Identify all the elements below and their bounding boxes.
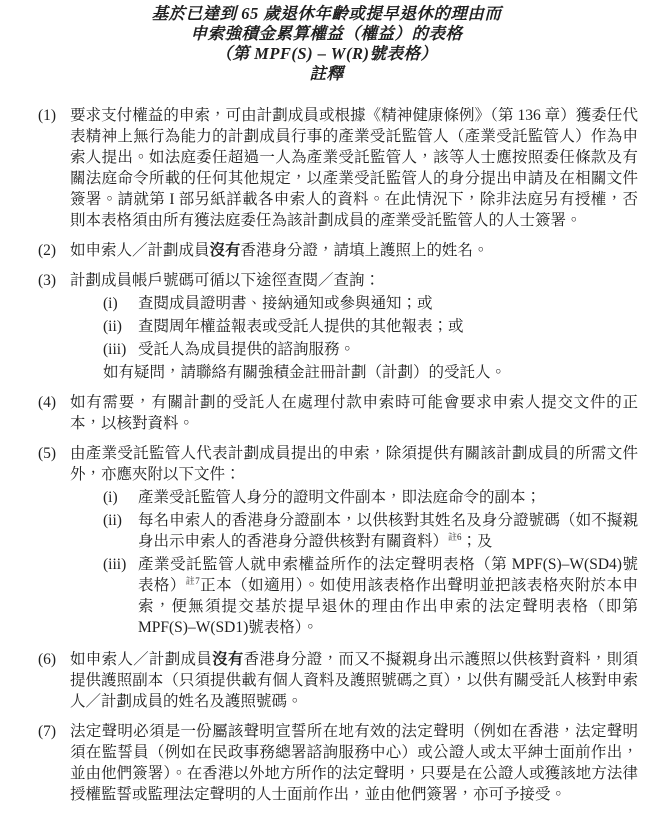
note-7	[38, 721, 638, 805]
note-4-text	[70, 392, 638, 434]
note-5	[38, 443, 638, 640]
footnote-ref-6: 註6	[448, 531, 462, 542]
note-4	[38, 392, 638, 434]
note-2	[38, 240, 638, 261]
document-title	[0, 4, 653, 84]
subitem-text	[138, 510, 638, 552]
text-run: 正本（如適用）。如使用該表格作出聲明並把該表格夾附於本申索，便無須提交基於提早退休的理由作出申索的法定聲明表格（即第 MPF(S)–W(SD1)號表格）。	[138, 577, 638, 636]
text-run: 產業受託監管人身分的證明文件副本，即法庭命令的副本；	[138, 489, 542, 506]
note-1-number: (1)	[38, 107, 57, 124]
text-run: 要求支付權益的申索，可由計劃成員或根據《精神健康條例》（第 136 章）獲委任代表精神上無行為能力的計劃成員行事的產業受託監管人（產業受託監管人）作為申索人提出。如法庭委任超過一人為產業受託監管人，該等人士應按照委任條款及有關法庭命令所載的任何其他規定，以產業受託監管人的身分提出申請及在相關文件簽署。請就第 I 部另紙詳載各申索人的資料。在此情況下，除非法庭另有授權，否則本表格須由所有獲法庭委任為該計劃成員的產業受託監管人的人士簽署。	[70, 107, 638, 229]
note-5-item-i	[70, 487, 638, 508]
text-run: 查閱成員證明書、接納通知或參與通知；或	[138, 295, 433, 312]
text-run: 如申索人／計劃成員	[70, 242, 210, 259]
note-5-intro: 由產業受託監管人代表計劃成員提出的申索，除須提供有關該計劃成員的所需文件外，亦應夾附以下文件：	[70, 445, 638, 483]
emphasis-no-hkid: 沒有	[212, 651, 244, 668]
subitem-text	[138, 316, 638, 337]
text-run: 如申索人／計劃成員	[70, 651, 213, 668]
emphasis-no-hkid: 沒有	[209, 242, 241, 259]
text-run: 法定聲明必須是一份屬該聲明宣誓所在地有效的法定聲明（例如在香港，法定聲明須在監誓員（例如在民政事務總署諮詢服務中心）或公證人或太平紳士面前作出，並由他們簽署）。在香港以外地方所作的法定聲明，只要是在公證人或獲該地方法律授權監誓或監理法定聲明的人士面前作出，並由他們簽署，亦可予接受。	[70, 723, 638, 803]
note-1	[38, 105, 638, 231]
note-2-number: (2)	[38, 242, 57, 259]
note-3-item-iii	[70, 339, 638, 360]
subitem-text	[138, 293, 638, 314]
note-3-item-ii	[70, 316, 638, 337]
title-line-2: 申索強積金累算權益（權益）的表格	[190, 24, 463, 43]
title-line-4: 註釋	[309, 64, 344, 83]
subitem-number: (ii)	[103, 512, 122, 529]
title-line-3: （第 MPF(S) – W(R)號表格）	[215, 44, 438, 63]
subitem-number: (i)	[103, 489, 118, 506]
text-run: 查閱周年權益報表或受託人提供的其他報表；或	[138, 318, 464, 335]
notes-list	[0, 105, 653, 805]
note-3-item-i	[70, 293, 638, 314]
text-run: 每名申索人的香港身分證副本，以供核對其姓名及身分證號碼（如不擬親身出示申索人的香港身分證供核對有關資料）	[138, 512, 638, 550]
title-line-1: 基於已達到 65 歲退休年齡或提早退休的理由而	[151, 4, 502, 23]
subitem-number: (i)	[103, 295, 118, 312]
text-run: 受託人為成員提供的諮詢服務。	[138, 341, 356, 358]
text-run: ；及	[461, 533, 493, 550]
text-run: 香港身分證，而又不擬親身出示護照以供核對資料，則須提供護照副本（只須提供載有個人資料及護照號碼之頁），以供有關受託人核對申索人／計劃成員的姓名及護照號碼。	[70, 651, 638, 710]
text-run: 如有需要，有關計劃的受託人在處理付款申索時可能會要求申索人提交文件的正本，以核對資料。	[70, 394, 638, 432]
note-5-item-iii	[70, 554, 638, 638]
note-5-item-ii	[70, 510, 638, 552]
note-5-text	[70, 443, 638, 640]
note-6	[38, 649, 638, 712]
note-6-text	[70, 649, 638, 712]
note-1-text	[70, 105, 638, 231]
note-5-number: (5)	[38, 445, 57, 462]
note-3-number: (3)	[38, 272, 57, 289]
text-run: 香港身分證，請填上護照上的姓名。	[240, 242, 489, 259]
subitem-number: (iii)	[103, 556, 127, 573]
note-7-text	[70, 721, 638, 805]
text-run: 產業受託監管人就申索權益所作的法定聲明表格（第 MPF(S)–W(SD4)號表格）	[138, 556, 638, 594]
note-4-number: (4)	[38, 394, 57, 411]
note-3-text	[70, 270, 638, 383]
note-3-footer: 如有疑問，請聯絡有關強積金註冊計劃（計劃）的受託人。	[103, 364, 507, 381]
note-3	[38, 270, 638, 383]
subitem-number: (iii)	[103, 341, 127, 358]
note-2-text	[70, 240, 638, 261]
subitem-text	[138, 554, 638, 638]
note-6-number: (6)	[38, 651, 57, 668]
subitem-number: (ii)	[103, 318, 122, 335]
note-3-intro: 計劃成員帳戶號碼可循以下途徑查閱／查詢：	[70, 272, 381, 289]
subitem-text	[138, 339, 638, 360]
note-7-number: (7)	[38, 723, 57, 740]
subitem-text	[138, 487, 638, 508]
footnote-ref-7: 註7	[185, 575, 200, 586]
